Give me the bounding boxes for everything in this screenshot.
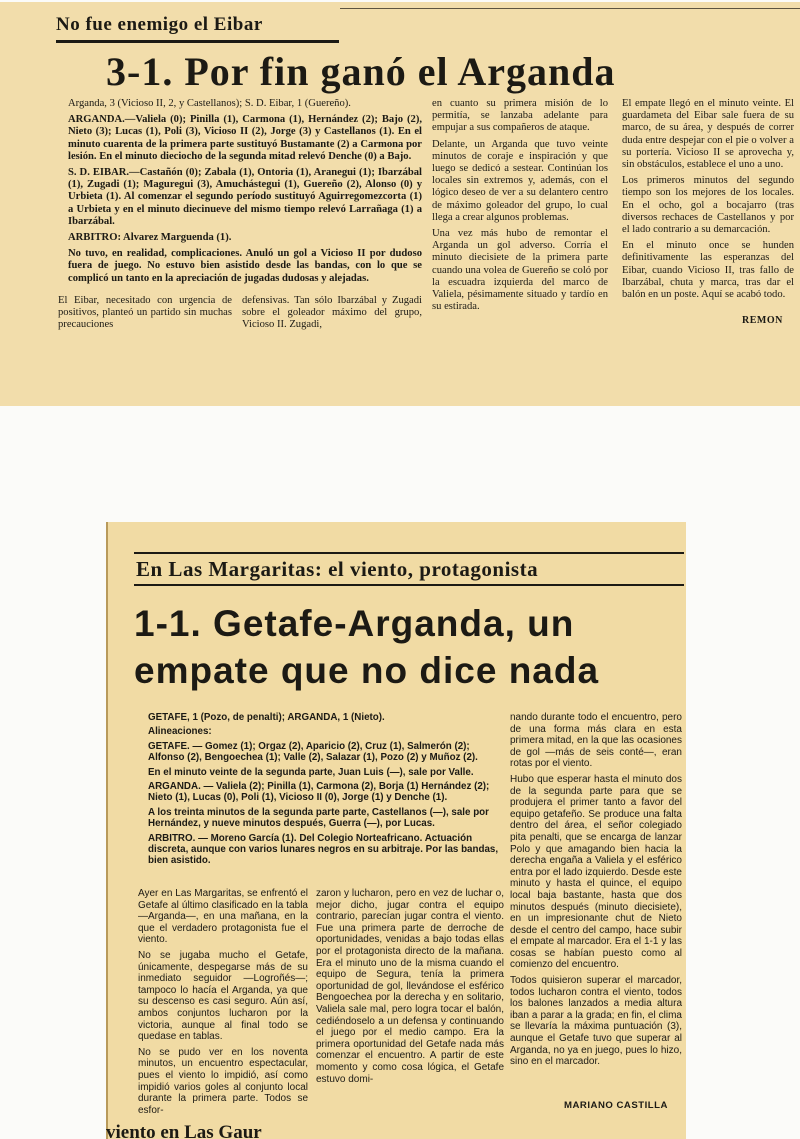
byline-1: REMON xyxy=(742,315,783,326)
paragraph: GETAFE, 1 (Pozo, de penalti); ARGANDA, 1 (Nieto). xyxy=(148,712,385,723)
headline-2 xyxy=(134,600,599,694)
paragraph: ARBITRO. — Moreno García (1). Del Colegio Norteafricano. Actuación discreta, aunque con varios lunares negros en su arbitraje. Por las bandas, bien asistido. xyxy=(148,832,499,867)
top-rule xyxy=(340,8,800,9)
paragraph: Todos quisieron superar el marcador, todos lucharon contra el viento, todos los balones lanzados a media altura iban a parar a la grada; en fin, el clima se llevaría la máxima puntuación (3), aunque el Getafe tuvo que superar al Arganda, no ya en juego, pues lo hizo, sino en el marcador. xyxy=(510,975,682,1068)
paragraph: ARGANDA.—Valiela (0); Pinilla (1), Carmona (1), Hernández (2); Bajo (2), Nieto (3); Lucas (1), Poli (3), Vicioso II (2), Jorge (3) y Castellanos (1). En el minuto cuarenta de la primera parte sustituyó Bustamante (2) a Carmona por lesión. En el minuto dieciocho de la segunda mitad relevó Denche (0) a Bajo. xyxy=(68,114,422,162)
paragraph: S. D. EIBAR.—Castañón (0); Zabala (1), Ontoria (1), Aranegui (1); Ibarzábal (1), Zugadi (1); Maguregui (3), Amuchástegui (1), Guereño (2), Alonso (0) y Urbieta (1). Al comenzar el segundo período sustituyó Aguirregomezcorta (1) a Urbieta y en el minuto diecinueve del mismo tiempo relevó Larrañaga (1) a Ibarzábal. xyxy=(68,167,422,227)
kicker-1: No fue enemigo el Eibar xyxy=(56,14,263,35)
column-intro-a xyxy=(58,295,232,336)
column-lineups xyxy=(68,98,422,289)
column-right xyxy=(510,712,682,1072)
clipping-eibar xyxy=(0,2,800,406)
paragraph: A los treinta minutos de la segunda parte parte, Castellanos (—), sale por Hernández, y nueve minutos después, Guerra (—), por Lucas. xyxy=(148,806,489,830)
column-middle xyxy=(316,888,504,1089)
column-intro-b xyxy=(242,295,422,336)
clipping-getafe xyxy=(106,522,686,1139)
paragraph: No se jugaba mucho el Getafe, únicamente, despegarse más de su inmediato seguidor —Logroñés—; tampoco lo hacía el Arganda, ya que su descenso es casi seguro. Aún así, ambos conjuntos lucharon por la victoria, aunque al final todo se quedase en tablas. xyxy=(138,949,308,1043)
paragraph: nando durante todo el encuentro, pero de una forma más clara en esta primera mitad, en la que las ocasiones de gol —más de seis conté—, eran rotas por el viento. xyxy=(510,712,682,770)
paragraph: ARGANDA. — Valiela (2); Pinilla (1), Carmona (2), Borja (1) Hernández (2); Nieto (1), Lucas (0), Poli (1), Vicioso II (0), Jorge (1) y Denche (1). xyxy=(148,781,490,804)
paragraph: Alineaciones: xyxy=(148,726,212,738)
paragraph: ARBITRO: Alvarez Marguenda (1). xyxy=(68,232,232,244)
paragraph: Ayer en Las Margaritas, se enfrentó el Getafe al último clasificado en la tabla —Arganda—, en una mañana, en la que el verdadero protagonista fue el viento. xyxy=(138,888,308,946)
paragraph: En el minuto veinte de la segunda parte, Juan Luis (—), sale por Valle. xyxy=(148,766,474,778)
kicker-2: En Las Margaritas: el viento, protagonista xyxy=(136,557,539,581)
paragraph: En el minuto once se hunden definitivamente las esperanzas del Eibar, cuando Vicioso II, tras fallo de Ibarzábal, chuta y marca, tras dar el balón en un poste. Aquí se acabó todo. xyxy=(622,240,794,301)
headline-line: 1-1. Getafe-Arganda, un xyxy=(134,603,575,644)
paragraph: El empate llegó en el minuto veinte. El guardameta del Eibar sale fuera de su marco, de su área, y después de correr duda entre despejar con el pie o volver a su portería. Vicioso II se aprovecha y, sin obstáculos, establece el uno a uno. xyxy=(622,98,794,171)
column-middle xyxy=(432,98,608,317)
paragraph: GETAFE. — Gomez (1); Orgaz (2), Aparicio (2), Cruz (1), Salmerón (2); Alfonso (2), Bengoechea (1); Valle (2), Salazar (1), Pozo (2) y Muñoz (2). xyxy=(148,740,478,764)
paragraph: Arganda, 3 (Vicioso II, 2, y Castellanos); S. D. Eibar, 1 (Guereño). xyxy=(68,98,351,109)
column-left xyxy=(138,888,308,1120)
paragraph: zaron y lucharon, pero en vez de luchar o, mejor dicho, jugar contra el equipo contrario, parecían jugar contra el viento. Fue una primera parte de derroche de oportunidades, venidas a bajo todas ellas por el protagonista directo de la mañana. Era el minuto uno de la misma cuando el equipo de Segura, tenía la primera oportunidad de gol, llevándose el esférico Bengoechea por la derecha y en solitario, Valiela sale mal, pero logra tocar el balón, cediéndoselo a un defensa y continuando el juego por el medio campo. Era la primera oportunidad del Getafe nada más comenzar el encuentro. A partir de este momento y como cosa lógica, el Getafe estuvo domi- xyxy=(316,888,504,1085)
paragraph: No se pudo ver en los noventa minutos, un encuentro espectacular, pues el viento lo impidió, así como impidió varios goles al conjunto local durante la primera parte. Todos se esfor- xyxy=(138,1046,308,1116)
byline-2: MARIANO CASTILLA xyxy=(564,1100,668,1111)
kicker-underline xyxy=(56,40,339,43)
paragraph: Hubo que esperar hasta el minuto dos de la segunda parte para que se produjera el primer tanto a favor del equipo getafeño. Se produce una falta dentro del área, el señor colegiado pita penalti, que se encarga de lanzar Polo y que amagando bien hacia la derecha engaña a Valiela y el esférico entra por el lado izquierdo. Desde este minuto y hasta el quince, el equipo local baja bastante, hasta que dos minutos después (minuto diecisiete), en un impresionante chut de Nieto desde el centro del campo, hace subir el empate al marcador. Era el 1-1 y las cosas se habían puesto como al comienzo del encuentro. xyxy=(510,773,682,971)
cut-headline-fragment: viento en Las Gaur xyxy=(106,1122,262,1139)
paragraph: en cuanto su primera misión de lo permitía, se lanzaba adelante para empujar a sus compañeros de ataque. xyxy=(432,98,608,134)
kicker-top-rule xyxy=(134,552,684,554)
paragraph: Los primeros minutos del segundo tiempo son los mejores de los locales. En el ocho, gol a bocajarro (tras diversos rechaces de Castellanos y por el lado contrario a su demarcación. xyxy=(622,175,794,236)
paragraph: defensivas. Tan sólo Ibarzábal y Zugadi sobre el goleador máximo del grupo, Vicioso II. Zugadi, xyxy=(242,295,422,331)
headline-line: empate que no dice nada xyxy=(134,650,600,691)
paragraph: No tuvo, en realidad, complicaciones. Anuló un gol a Vicioso II por dudoso fuera de juego. No estuvo bien asistido desde las bandas, con lo que se complicó un tanto en la apreciación de jugadas dudosas y alejadas. xyxy=(68,248,422,284)
match-summary xyxy=(148,712,500,870)
kicker-bottom-rule xyxy=(134,584,684,586)
headline-1: 3-1. Por fin ganó el Arganda xyxy=(106,49,616,94)
paragraph: Una vez más hubo de remontar el Arganda un gol adverso. Corría el minuto diecisiete de la primera parte cuando una volea de Guereño se coló por la escuadra izquierda del marco de Valiela, pésimamente situado y tardío en su estirada. xyxy=(432,228,608,313)
column-right xyxy=(622,98,794,305)
paragraph: El Eibar, necesitado con urgencia de positivos, planteó un partido sin muchas precauciones xyxy=(58,295,232,331)
paragraph: Delante, un Arganda que tuvo veinte minutos de coraje e inspiración y que luego se dedicó a sestear. Continúan los locales sin extremos y, además, con el lógico deseo de ver a su delantero centro de máximo goleador del grupo, lo cual llega a crear algunos problemas. xyxy=(432,138,608,223)
